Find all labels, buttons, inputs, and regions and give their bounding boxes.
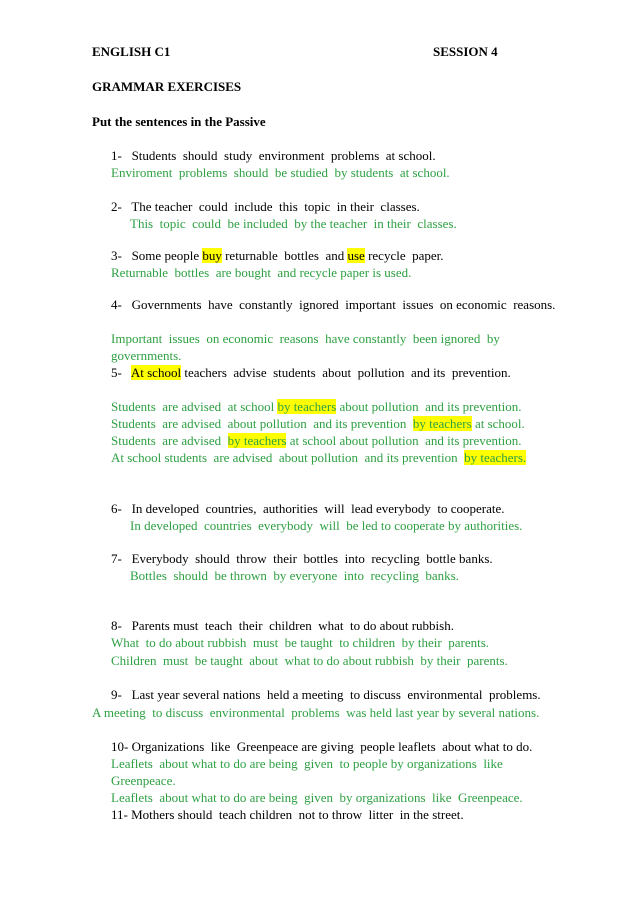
- course-title: ENGLISH C1: [92, 44, 171, 59]
- section-title: GRAMMAR EXERCISES: [92, 79, 242, 94]
- answer-10-3: Leaflets about what to do are being given by organizations like Greenpeace.: [111, 790, 523, 805]
- highlight-buy: buy: [202, 248, 222, 263]
- question-8: 8- Parents must teach their children what to do about rubbish.: [111, 618, 454, 633]
- highlight-by-teachers: by teachers.: [464, 450, 527, 465]
- question-9: 9- Last year several nations held a meeting to discuss environmental problems.: [111, 687, 541, 702]
- answer-5-1: Students are advised at school by teachers about pollution and its prevention.: [111, 399, 522, 414]
- answer-5-2: Students are advised about pollution and its prevention by teachers at school.: [111, 416, 525, 431]
- answer-6-1: In developed countries everybody will be led to cooperate by authorities.: [130, 518, 523, 533]
- instruction: Put the sentences in the Passive: [92, 114, 266, 129]
- question-10: 10- Organizations like Greenpeace are giving people leaflets about what to do.: [111, 739, 533, 754]
- answer-4-1: Important issues on economic reasons have constantly been ignored by: [111, 331, 500, 346]
- answer-5-4: At school students are advised about pollution and its prevention by teachers.: [111, 450, 527, 465]
- question-2: 2- The teacher could include this topic in their classes.: [111, 199, 420, 214]
- answer-9-1: A meeting to discuss environmental problems was held last year by several nations.: [92, 705, 540, 720]
- answer-1-1: Enviroment problems should be studied by students at school.: [111, 165, 450, 180]
- answer-7-1: Bottles should be thrown by everyone into recycling banks.: [130, 568, 459, 583]
- answer-5-3: Students are advised by teachers at school about pollution and its prevention.: [111, 433, 522, 448]
- answer-10-2: Greenpeace.: [111, 773, 176, 788]
- question-1: 1- Students should study environment problems at school.: [111, 148, 436, 163]
- question-4: 4- Governments have constantly ignored important issues on economic reasons.: [111, 297, 556, 312]
- question-6: 6- In developed countries, authorities will lead everybody to cooperate.: [111, 501, 505, 516]
- answer-3-1: Returnable bottles are bought and recycle paper is used.: [111, 265, 412, 280]
- question-5: 5- At school teachers advise students about pollution and its prevention.: [111, 365, 511, 380]
- session-label: SESSION 4: [433, 44, 498, 59]
- highlight-use: use: [347, 248, 365, 263]
- answer-8-2: Children must be taught about what to do about rubbish by their parents.: [111, 653, 508, 668]
- question-7: 7- Everybody should throw their bottles into recycling bottle banks.: [111, 551, 493, 566]
- highlight-at-school: At school: [130, 365, 182, 380]
- answer-4-2: governments.: [111, 348, 182, 363]
- question-3: 3- Some people buy returnable bottles and use recycle paper.: [111, 248, 444, 263]
- highlight-by-teachers: by teachers: [277, 399, 337, 414]
- question-11: 11- Mothers should teach children not to throw litter in the street.: [111, 807, 464, 822]
- answer-8-1: What to do about rubbish must be taught to children by their parents.: [111, 635, 490, 650]
- answer-2-1: This topic could be included by the teacher in their classes.: [130, 216, 457, 231]
- answer-10-1: Leaflets about what to do are being given to people by organizations like: [111, 756, 503, 771]
- highlight-by-teachers: by teachers: [227, 433, 287, 448]
- highlight-by-teachers: by teachers: [412, 416, 472, 431]
